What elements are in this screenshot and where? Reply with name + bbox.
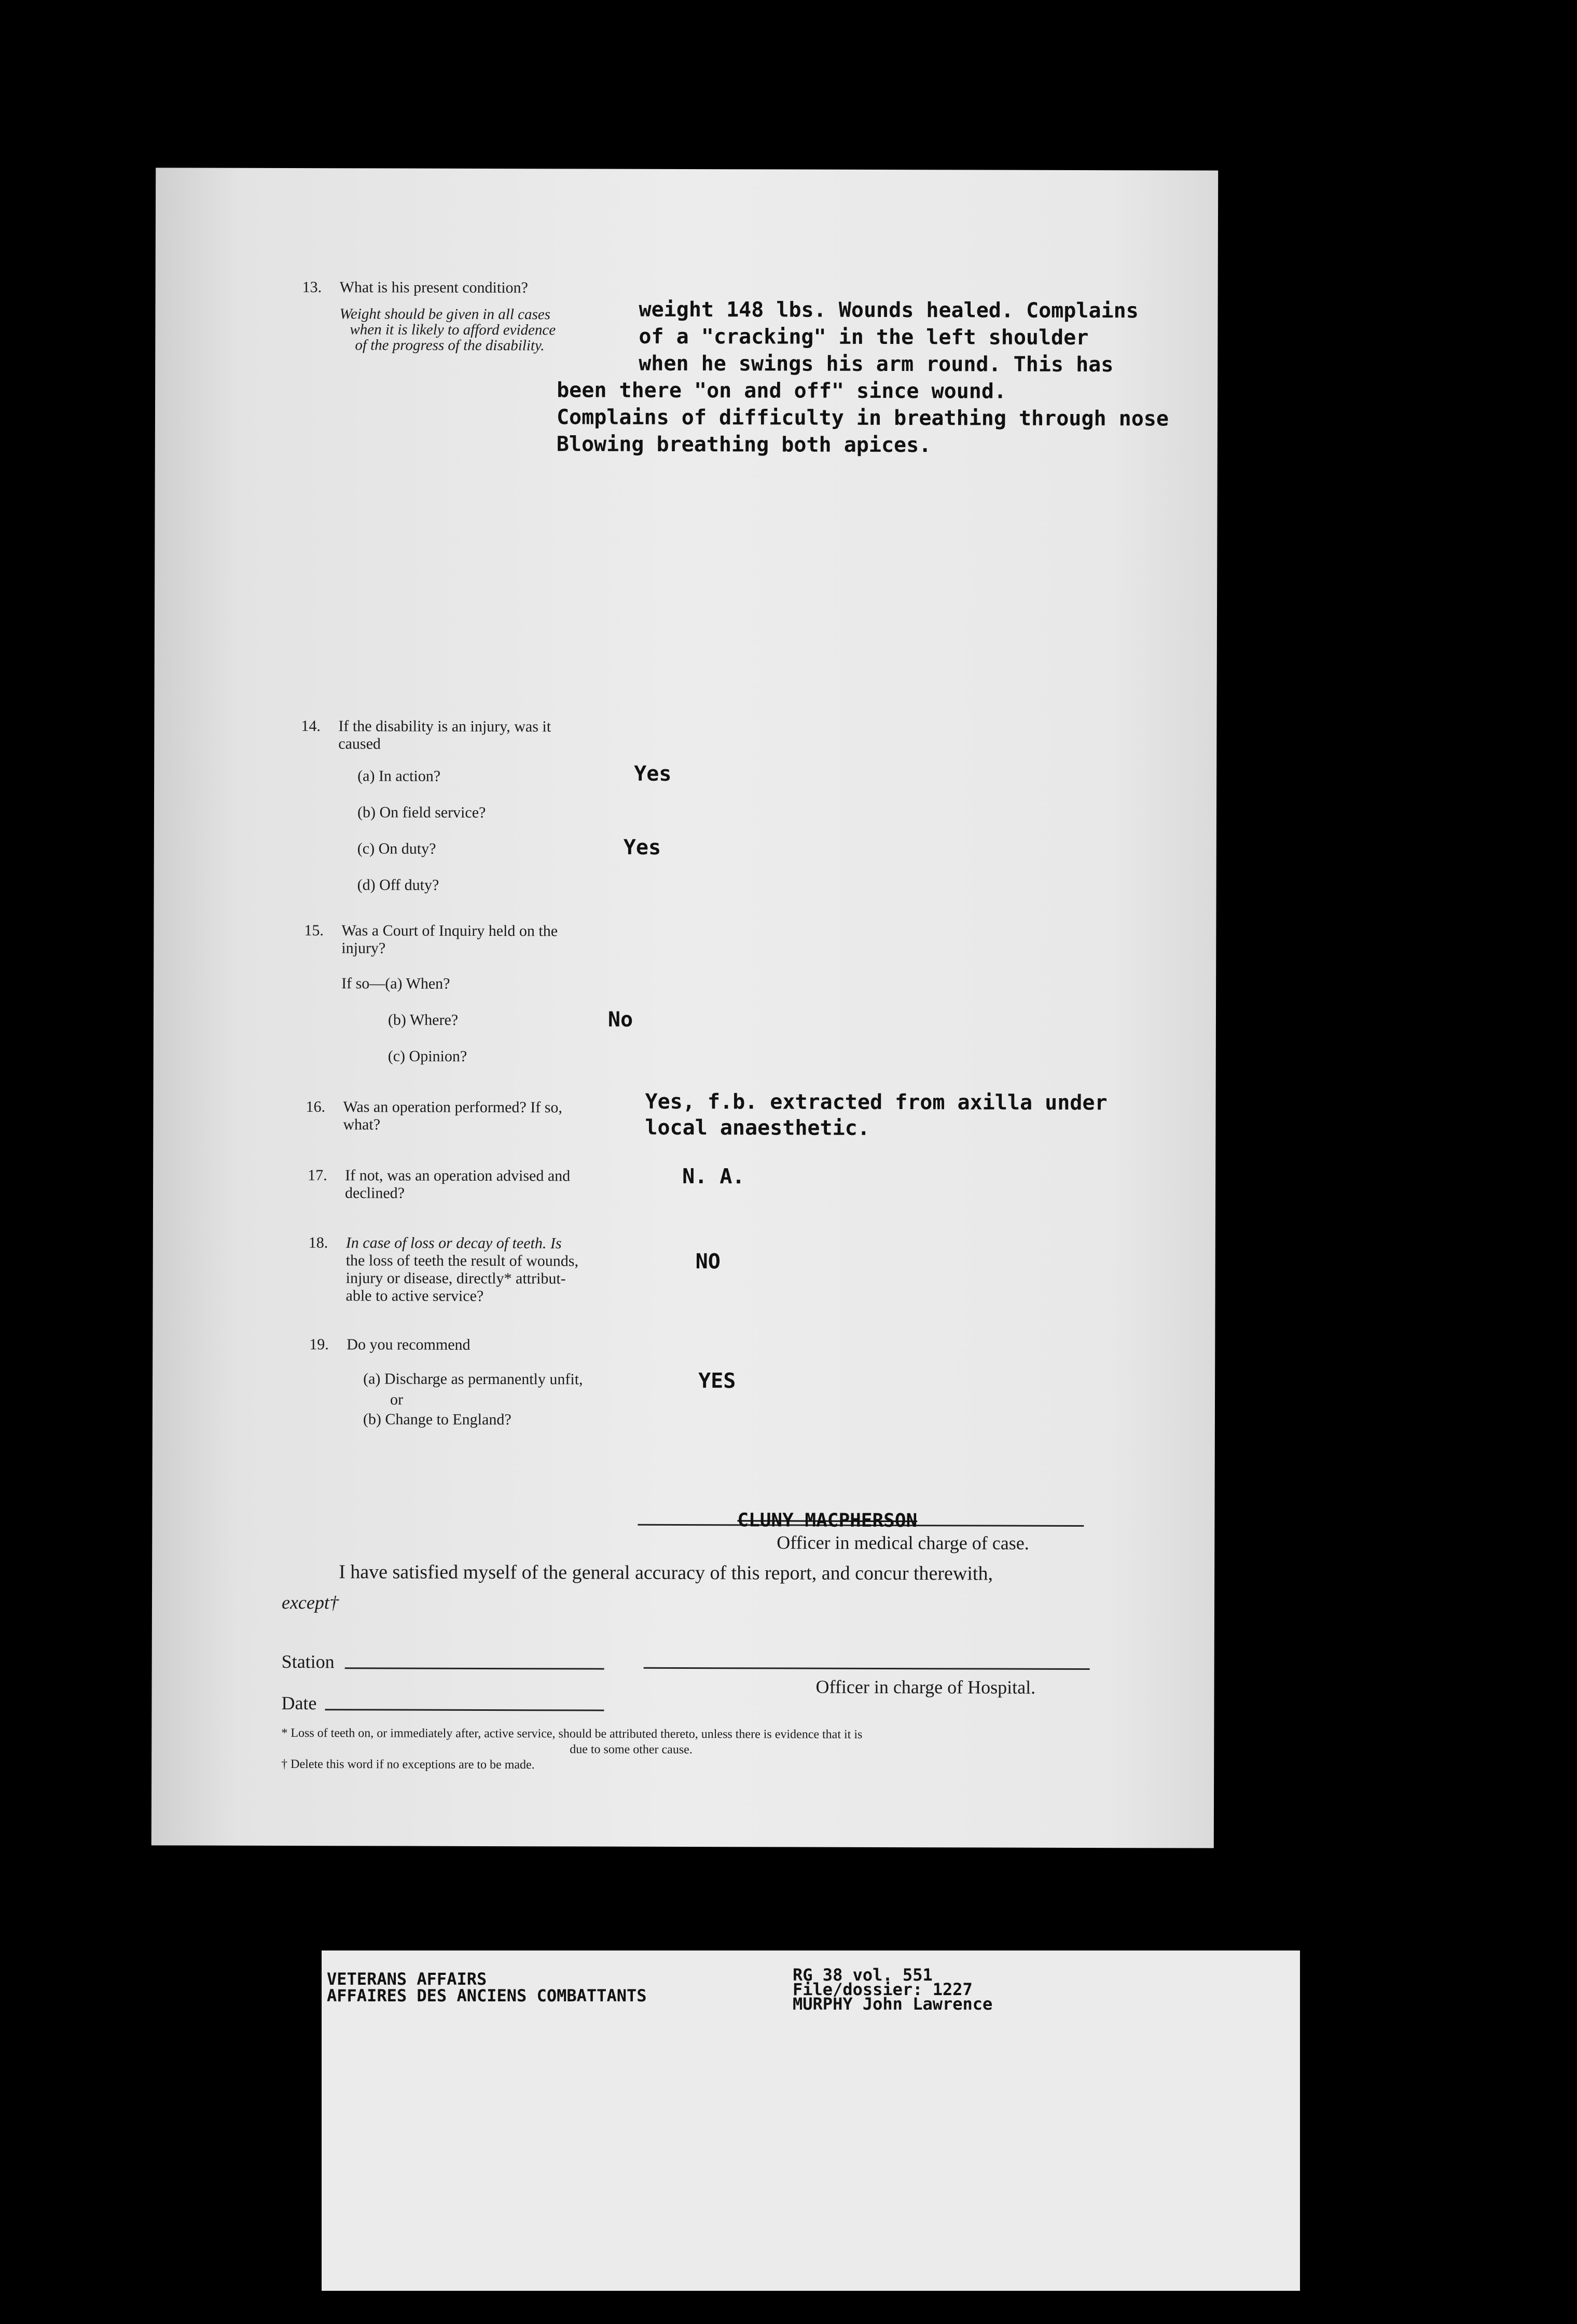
q15-a-label: If so—(a) When? — [341, 975, 450, 992]
signature-name: CLUNY MACPHERSON — [737, 1510, 918, 1532]
q16-question-line: what? — [343, 1116, 381, 1133]
q15-question-line: Was a Court of Inquiry held on the — [341, 922, 558, 940]
archive-label-line: RG 38 vol. 551 — [793, 1965, 933, 1985]
q15-number: 15. — [304, 922, 324, 939]
q16-question-line: Was an operation performed? If so, — [343, 1098, 562, 1116]
q15-b-label: (b) Where? — [388, 1011, 459, 1029]
q16-answer-line: local anaesthetic. — [645, 1115, 870, 1140]
q14-number: 14. — [301, 717, 321, 735]
q19-number: 19. — [309, 1336, 329, 1353]
q13-answer-line: weight 148 lbs. Wounds healed. Complains — [639, 297, 1139, 323]
except-label: except† — [281, 1592, 339, 1613]
q19-b-label: (b) Change to England? — [363, 1410, 511, 1429]
q18-question-line: the loss of teeth the result of wounds, — [345, 1252, 579, 1270]
concur-statement: I have satisfied myself of the general accuracy of this report, and concur therewith, — [339, 1561, 993, 1585]
q18-answer: NO — [695, 1250, 721, 1274]
hospital-signature-line — [644, 1667, 1090, 1670]
q14-question-line: caused — [338, 735, 381, 753]
hospital-caption: Officer in charge of Hospital. — [815, 1676, 1036, 1698]
station-line — [345, 1667, 604, 1669]
q19-answer: YES — [698, 1369, 736, 1393]
q13-number: 13. — [302, 279, 322, 296]
form-page — [151, 168, 1218, 1848]
date-line — [325, 1709, 604, 1711]
q13-question: What is his present condition? — [339, 279, 528, 297]
q17-number: 17. — [308, 1167, 327, 1184]
footnote-exceptions: † Delete this word if no exceptions are to be made. — [281, 1757, 535, 1772]
q17-question-line: If not, was an operation advised and — [345, 1167, 571, 1185]
q19-or: or — [390, 1391, 404, 1408]
q14-b-label: (b) On field service? — [357, 804, 486, 821]
q15-c-label: (c) Opinion? — [388, 1047, 467, 1065]
q18-question-line: In case of loss or decay of teeth. Is — [345, 1234, 562, 1252]
q14-question-line: If the disability is an injury, was it — [338, 717, 551, 736]
footnote-teeth-cont: due to some other cause. — [570, 1742, 693, 1757]
q18-question-line: able to active service? — [345, 1287, 484, 1305]
q15-b-answer: No — [607, 1007, 633, 1032]
footnote-teeth: * Loss of teeth on, or immediately after, active service, should be attributed thereto, unless there is evidence that it is — [281, 1726, 863, 1741]
q13-note-line: of the progress of the disability. — [355, 337, 545, 354]
q15-question-line: injury? — [341, 939, 386, 957]
q19-question: Do you recommend — [347, 1336, 471, 1353]
station-label: Station — [281, 1651, 335, 1672]
q13-answer-line: been there "on and off" since wound. — [557, 378, 1007, 404]
q13-note-line: Weight should be given in all cases — [339, 306, 551, 323]
date-label: Date — [281, 1692, 317, 1714]
q18-question-line: injury or disease, directly* attribut- — [345, 1269, 566, 1288]
q17-answer: N. A. — [682, 1164, 745, 1189]
q13-answer-line: Complains of difficulty in breathing through nose — [556, 405, 1169, 431]
q14-a-label: (a) In action? — [357, 767, 441, 785]
q16-number: 16. — [306, 1098, 326, 1116]
archive-label-line: MURPHY John Lawrence — [793, 1994, 993, 2014]
q14-c-label: (c) On duty? — [357, 840, 436, 857]
archive-label-line: AFFAIRES DES ANCIENS COMBATTANTS — [327, 1986, 647, 2005]
q13-answer-line: of a "cracking" in the left shoulder — [639, 324, 1089, 350]
archive-label-line: File/dossier: 1227 — [793, 1980, 973, 1999]
q14-c-answer: Yes — [623, 835, 661, 860]
archive-label-line: VETERANS AFFAIRS — [327, 1969, 487, 1989]
q13-answer-line: when he swings his arm round. This has — [639, 351, 1114, 377]
q14-d-label: (d) Off duty? — [357, 876, 439, 894]
q17-question-line: declined? — [345, 1184, 405, 1202]
archive-label — [322, 1951, 1300, 2291]
q19-a-label: (a) Discharge as permanently unfit, — [363, 1370, 583, 1388]
q13-note-line: when it is likely to afford evidence — [350, 321, 556, 339]
signature-caption: Officer in medical charge of case. — [777, 1532, 1029, 1554]
q13-answer-line: Blowing breathing both apices. — [556, 432, 932, 458]
q16-answer-line: Yes, f.b. extracted from axilla under — [645, 1089, 1108, 1115]
q14-a-answer: Yes — [634, 762, 672, 786]
q18-number: 18. — [308, 1234, 328, 1252]
